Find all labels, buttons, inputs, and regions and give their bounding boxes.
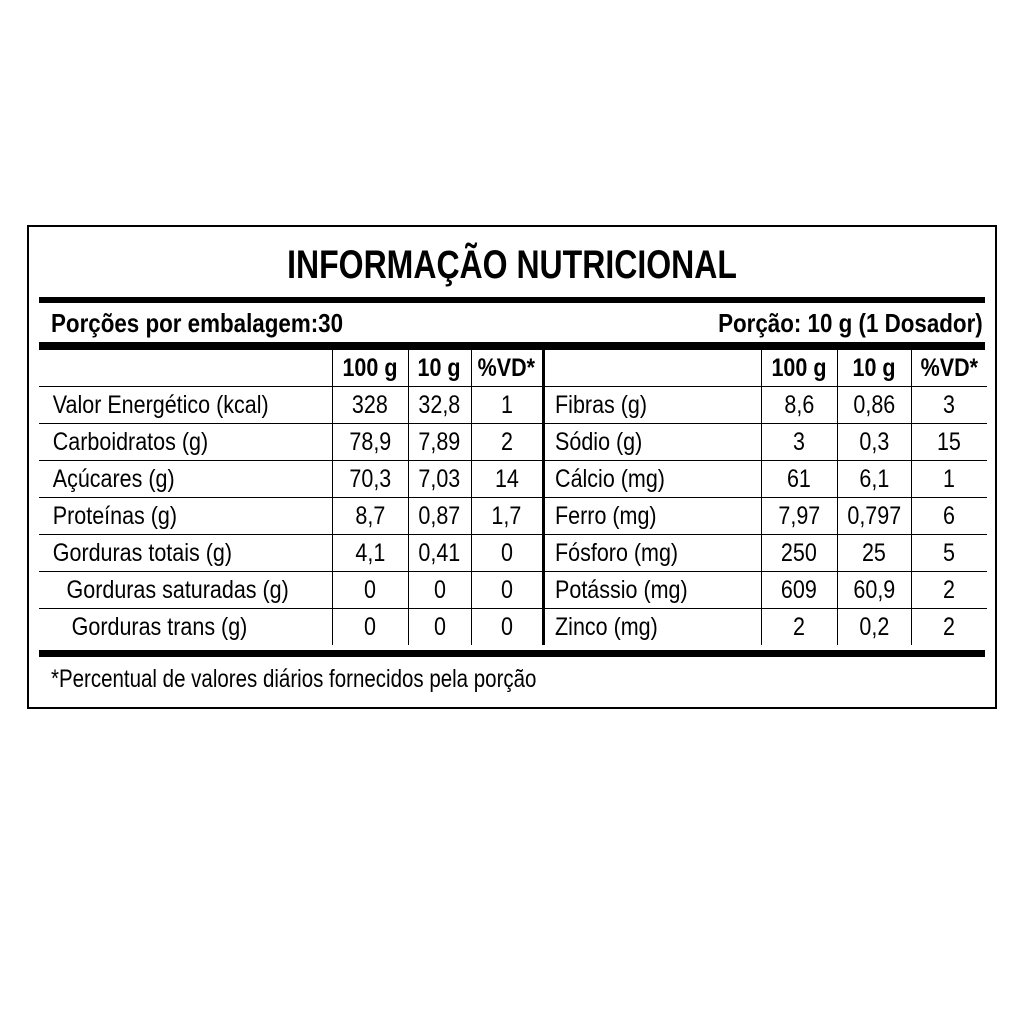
- table-row: [39, 572, 543, 609]
- servings-per-package: Porções por embalagem:30: [51, 308, 344, 338]
- value-10g: 0,86: [837, 387, 911, 424]
- table-row: [543, 572, 987, 609]
- nutrient-label: Açúcares (g): [39, 461, 332, 498]
- value-100g: 78,9: [332, 424, 408, 461]
- table-row: [39, 424, 543, 461]
- table-row: [543, 387, 987, 424]
- table-row: [39, 498, 543, 535]
- value-100g: 328: [332, 387, 408, 424]
- value-10g: 0,87: [408, 498, 471, 535]
- value-100g: 8,6: [761, 387, 837, 424]
- value-100g: 0: [332, 572, 408, 609]
- right-nutrient-table: [543, 350, 987, 645]
- left-nutrient-table: [39, 350, 545, 645]
- value-10g: 0,797: [837, 498, 911, 535]
- nutrient-label: Potássio (mg): [543, 572, 761, 609]
- header-divider: [39, 342, 985, 350]
- value-10g: 60,9: [837, 572, 911, 609]
- col-header-100g: 100 g: [332, 350, 408, 387]
- value-10g: 0: [408, 572, 471, 609]
- nutrition-facts-panel: [27, 225, 997, 709]
- nutrient-label: Gorduras trans (g): [39, 609, 332, 646]
- value-10g: 0,2: [837, 609, 911, 646]
- value-vd: 2: [911, 572, 987, 609]
- value-vd: 6: [911, 498, 987, 535]
- value-10g: 0: [408, 609, 471, 646]
- table-row: [39, 387, 543, 424]
- value-vd: 0: [471, 572, 543, 609]
- table-header-row: [543, 350, 987, 387]
- value-100g: 61: [761, 461, 837, 498]
- nutrient-label: Proteínas (g): [39, 498, 332, 535]
- value-100g: 250: [761, 535, 837, 572]
- value-100g: 0: [332, 609, 408, 646]
- value-vd: 0: [471, 609, 543, 646]
- value-vd: 15: [911, 424, 987, 461]
- value-10g: 0,3: [837, 424, 911, 461]
- table-row: [543, 535, 987, 572]
- col-header-vd: %VD*: [471, 350, 543, 387]
- table-row: [543, 609, 987, 646]
- value-vd: 14: [471, 461, 543, 498]
- value-10g: 7,03: [408, 461, 471, 498]
- value-100g: 70,3: [332, 461, 408, 498]
- title-divider: [39, 297, 985, 303]
- nutrient-label: Cálcio (mg): [543, 461, 761, 498]
- table-row: [39, 535, 543, 572]
- label-header-cell: [39, 350, 332, 387]
- value-10g: 32,8: [408, 387, 471, 424]
- serving-size: Porção: 10 g (1 Dosador): [718, 308, 983, 338]
- value-100g: 609: [761, 572, 837, 609]
- nutrient-label: Fósforo (mg): [543, 535, 761, 572]
- table-row: [39, 461, 543, 498]
- value-vd: 1: [471, 387, 543, 424]
- nutrient-label: Ferro (mg): [543, 498, 761, 535]
- value-vd: 2: [471, 424, 543, 461]
- value-100g: 3: [761, 424, 837, 461]
- nutrient-label: Sódio (g): [543, 424, 761, 461]
- value-10g: 6,1: [837, 461, 911, 498]
- col-header-100g: 100 g: [761, 350, 837, 387]
- value-vd: 1: [911, 461, 987, 498]
- nutrient-label: Valor Energético (kcal): [39, 387, 332, 424]
- value-10g: 25: [837, 535, 911, 572]
- nutrient-label: Fibras (g): [543, 387, 761, 424]
- footer-divider: [39, 650, 985, 657]
- value-100g: 4,1: [332, 535, 408, 572]
- value-100g: 7,97: [761, 498, 837, 535]
- nutrient-label: Carboidratos (g): [39, 424, 332, 461]
- value-vd: 3: [911, 387, 987, 424]
- footnote: *Percentual de valores diários fornecidos pela porção: [51, 665, 537, 693]
- value-vd: 2: [911, 609, 987, 646]
- table-header-row: [39, 350, 543, 387]
- panel-title: INFORMAÇÃO NUTRICIONAL: [287, 243, 737, 287]
- value-vd: 0: [471, 535, 543, 572]
- nutrient-label: Zinco (mg): [543, 609, 761, 646]
- nutrient-label: Gorduras totais (g): [39, 535, 332, 572]
- col-header-vd: %VD*: [911, 350, 987, 387]
- value-100g: 8,7: [332, 498, 408, 535]
- nutrient-label: Gorduras saturadas (g): [39, 572, 332, 609]
- value-vd: 1,7: [471, 498, 543, 535]
- value-vd: 5: [911, 535, 987, 572]
- value-10g: 7,89: [408, 424, 471, 461]
- value-100g: 2: [761, 609, 837, 646]
- table-row: [543, 424, 987, 461]
- table-row: [39, 609, 543, 646]
- label-header-cell: [543, 350, 761, 387]
- col-header-10g: 10 g: [408, 350, 471, 387]
- value-10g: 0,41: [408, 535, 471, 572]
- table-row: [543, 461, 987, 498]
- table-row: [543, 498, 987, 535]
- col-header-10g: 10 g: [837, 350, 911, 387]
